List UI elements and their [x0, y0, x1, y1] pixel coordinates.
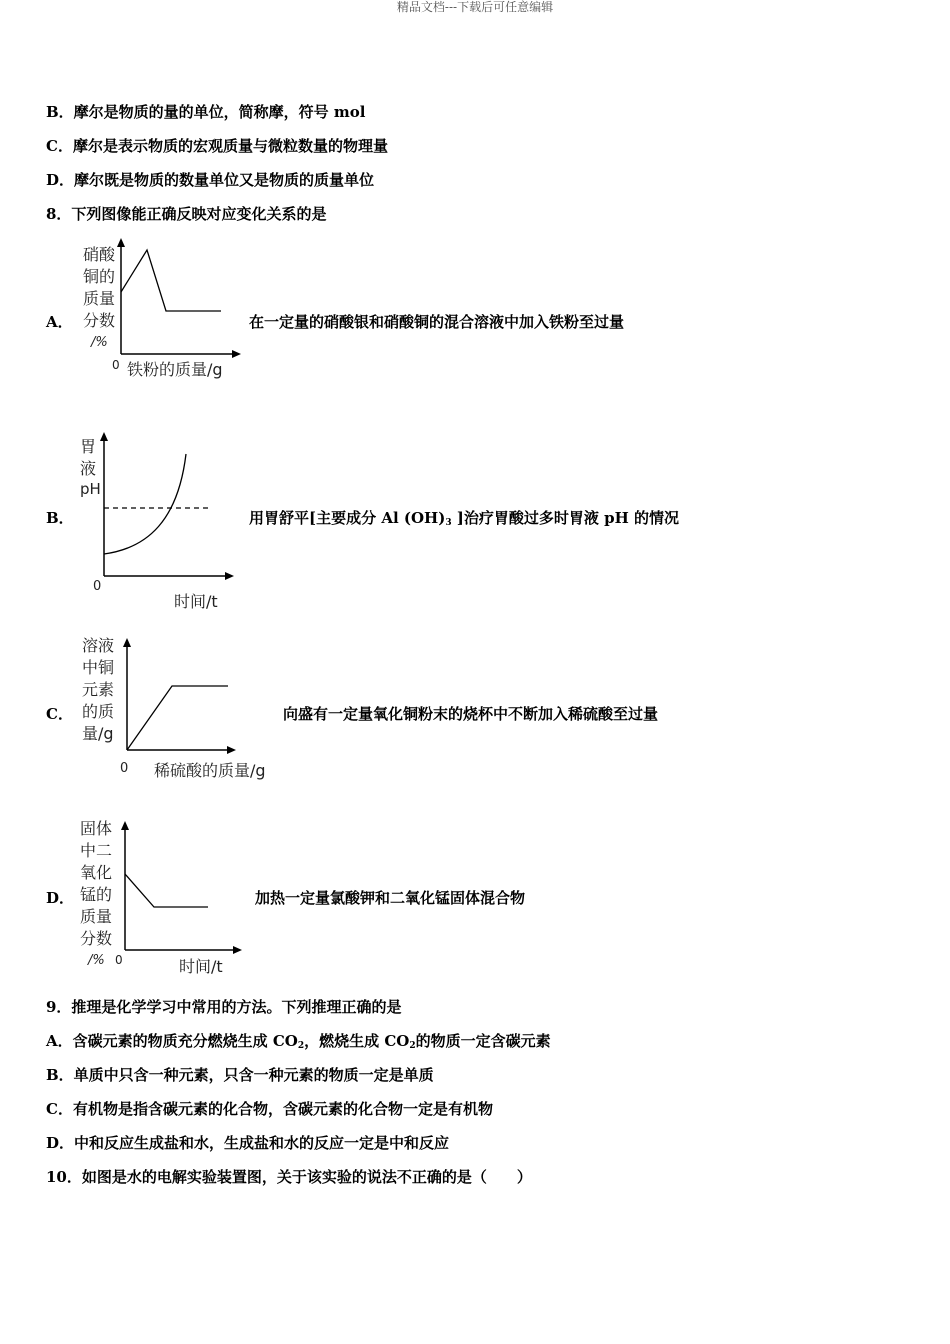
q8-a-ylabel-3: 质量: [83, 289, 116, 308]
q8-d-ylabel-4: 锰的: [80, 885, 113, 904]
q8-d-origin: 0: [115, 953, 123, 967]
q8-d-ylabel-5: 质量: [80, 907, 113, 926]
q7-option-c: C．摩尔是表示物质的宏观质量与微粒数量的物理量: [46, 137, 388, 155]
q7-option-d: D．摩尔既是物质的数量单位又是物质的质量单位: [46, 171, 375, 189]
q8-d-xlabel: 时间/t: [179, 957, 223, 976]
q8-option-a-graph: [80, 236, 250, 386]
q8-c-xlabel: 稀硫酸的质量/g: [154, 761, 266, 780]
q8-option-c-text: 向盛有一定量氧化铜粉末的烧杯中不断加入稀硫酸至过量: [283, 705, 659, 723]
q8-c-ylabel-3: 元素: [82, 680, 115, 699]
q8-option-d-text: 加热一定量氯酸钾和二氧化锰固体混合物: [255, 889, 526, 907]
q8-b-ylabel-2: 液: [80, 459, 97, 478]
q8-b-origin: 0: [93, 579, 102, 594]
q8-b-ylabel-1: 胃: [80, 437, 97, 456]
q8-c-origin: 0: [120, 761, 129, 776]
q9-option-a: A．含碳元素的物质充分燃烧生成 $CO_2$，燃烧生成 $CO_2$的物质一定含碳元素: [46, 1032, 551, 1051]
q8-option-b-letter: B．: [46, 509, 74, 527]
q7-option-b: B．摩尔是物质的量的单位，简称摩，符号 mol: [46, 103, 366, 121]
q8-option-d-letter: D．: [46, 889, 75, 907]
q8-c-ylabel-5: 量/g: [82, 724, 114, 743]
q8-d-ylabel-7: /%: [88, 953, 105, 968]
q8-d-ylabel-2: 中二: [80, 841, 113, 860]
q8-b-ylabel-3: pH: [80, 480, 101, 498]
q9-stem: 9．推理是化学学习中常用的方法。下列推理正确的是: [46, 998, 402, 1016]
q8-option-b-graph: [78, 430, 248, 610]
q8-option-d-graph: [78, 818, 258, 978]
q8-option-b-text: 用胃舒平[主要成分 Al $(OH)_3$ ]治疗胃酸过多时胃液 pH 的情况: [249, 509, 680, 528]
q8-option-c-graph: [80, 633, 280, 783]
q8-a-xlabel: 铁粉的质量/g: [127, 360, 223, 379]
q8-a-ylabel-1: 硝酸: [83, 245, 116, 264]
q9-option-d: D．中和反应生成盐和水，生成盐和水的反应一定是中和反应: [46, 1134, 450, 1152]
q8-a-origin: 0: [112, 358, 120, 372]
q8-option-a-text: 在一定量的硝酸银和硝酸铜的混合溶液中加入铁粉至过量: [249, 313, 625, 331]
q8-stem: 8．下列图像能正确反映对应变化关系的是: [46, 205, 327, 223]
q8-a-ylabel-2: 铜的: [83, 267, 116, 286]
q8-option-c-letter: C．: [46, 705, 73, 723]
q9-option-b: B．单质中只含一种元素，只含一种元素的物质一定是单质: [46, 1066, 434, 1084]
page-header: 精品文档---下载后可任意编辑: [396, 0, 554, 14]
q9-option-c: C．有机物是指含碳元素的化合物，含碳元素的化合物一定是有机物: [46, 1100, 493, 1118]
q8-d-ylabel-6: 分数: [80, 929, 113, 948]
q10-stem: 10．如图是水的电解实验装置图，关于该实验的说法不正确的是（ ）: [46, 1168, 532, 1186]
q8-a-ylabel-5: /%: [91, 335, 108, 350]
q8-option-a-letter: A．: [46, 313, 73, 331]
q8-c-ylabel-4: 的质: [82, 702, 115, 721]
q8-c-ylabel-1: 溶液: [82, 636, 115, 655]
q8-d-ylabel-3: 氧化: [80, 863, 113, 882]
q8-c-ylabel-2: 中铜: [82, 658, 115, 677]
q8-a-ylabel-4: 分数: [83, 311, 116, 330]
q8-b-xlabel: 时间/t: [174, 592, 218, 611]
q8-d-ylabel-1: 固体: [80, 819, 113, 838]
